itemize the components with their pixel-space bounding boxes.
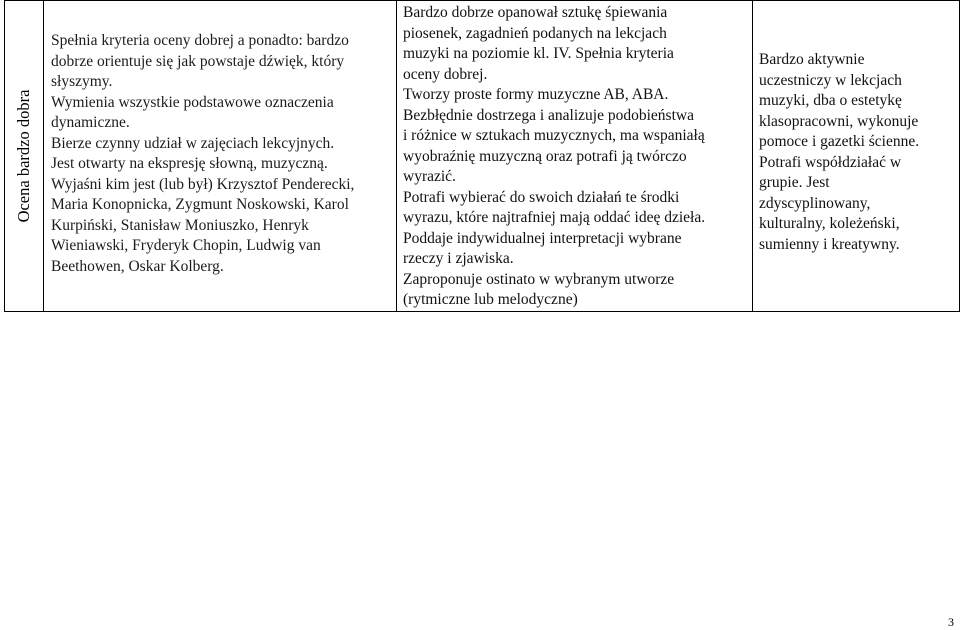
text-line: Kurpiński, Stanisław Moniuszko, Henryk <box>51 216 309 234</box>
text-line: Potrafi wybierać do swoich działań te środki <box>403 188 680 206</box>
text-line: Bardzo dobrze opanował sztukę śpiewania <box>403 4 668 21</box>
text-line: grupie. Jest <box>759 174 830 191</box>
criteria-text-skills <box>397 1 752 311</box>
text-line: wyrazić. <box>403 168 456 185</box>
text-line: Poddaje indywidualnej interpretacji wybrane <box>403 229 682 247</box>
text-line: Wymienia wszystkie podstawowe oznaczenia <box>51 93 334 111</box>
grading-criteria-table <box>4 0 960 312</box>
text-line: Zaproponuje ostinato w wybranym utworze <box>403 270 675 288</box>
text-line: Potrafi współdziałać w <box>759 153 902 171</box>
text-line: wyobraźnię muzyczną oraz potrafi ją twórczo <box>403 147 687 165</box>
criteria-text-knowledge <box>44 1 396 277</box>
criteria-cell-skills <box>397 1 753 312</box>
grade-label: Ocena bardzo dobra <box>13 89 33 223</box>
text-line: Tworzy proste formy muzyczne AB, ABA. <box>403 86 669 103</box>
text-line: muzyki na poziomie kl. IV. Spełnia kryteria <box>403 45 674 62</box>
text-line: oceny dobrej. <box>403 65 488 83</box>
text-line: muzyki, dba o estetykę <box>759 92 902 109</box>
text-line: (rytmiczne lub melodyczne) <box>403 291 578 308</box>
text-line: Wieniawski, Fryderyk Chopin, Ludwig van <box>51 237 321 254</box>
text-line: Bardzo aktywnie <box>759 51 865 68</box>
text-line: pomoce i gazetki ścienne. <box>759 133 920 150</box>
text-line: Spełnia kryteria oceny dobrej a ponadto: bardzo <box>51 32 349 49</box>
page-number: 3 <box>948 615 954 629</box>
grade-label-cell <box>5 1 44 312</box>
text-line: piosenek, zagadnień podanych na lekcjach <box>403 24 667 42</box>
text-line: dynamiczne. <box>51 114 130 131</box>
text-line: dobrze orientuje się jak powstaje dźwięk, który <box>51 52 345 70</box>
text-line: Bierze czynny udział w zajęciach lekcyjnych. <box>51 134 335 152</box>
text-line: Bezbłędnie dostrzega i analizuje podobieństwa <box>403 106 694 124</box>
text-line: Beethowen, Oskar Kolberg. <box>51 257 224 275</box>
text-line: i różnice w sztukach muzycznych, ma wspaniałą <box>403 127 705 144</box>
criteria-cell-knowledge <box>44 1 397 312</box>
text-line: Maria Konopnicka, Zygmunt Noskowski, Karol <box>51 196 349 213</box>
text-line: rzeczy i zjawiska. <box>403 250 514 267</box>
text-line: sumienny i kreatywny. <box>759 235 900 253</box>
text-line: uczestniczy w lekcjach <box>759 71 902 89</box>
criteria-cell-attitude <box>753 1 960 312</box>
text-line: Wyjaśni kim jest (lub był) Krzysztof Penderecki, <box>51 175 355 193</box>
text-line: klasopracowni, wykonuje <box>759 112 919 130</box>
criteria-text-attitude <box>753 1 959 255</box>
table-row <box>5 1 960 312</box>
text-line: słyszymy. <box>51 73 113 90</box>
text-line: Jest otwarty na ekspresję słowną, muzyczną. <box>51 155 328 172</box>
text-line: zdyscyplinowany, <box>759 194 871 212</box>
text-line: wyrazu, które najtrafniej mają oddać ideę dzieła. <box>403 209 706 226</box>
text-line: kulturalny, koleżeński, <box>759 215 900 232</box>
